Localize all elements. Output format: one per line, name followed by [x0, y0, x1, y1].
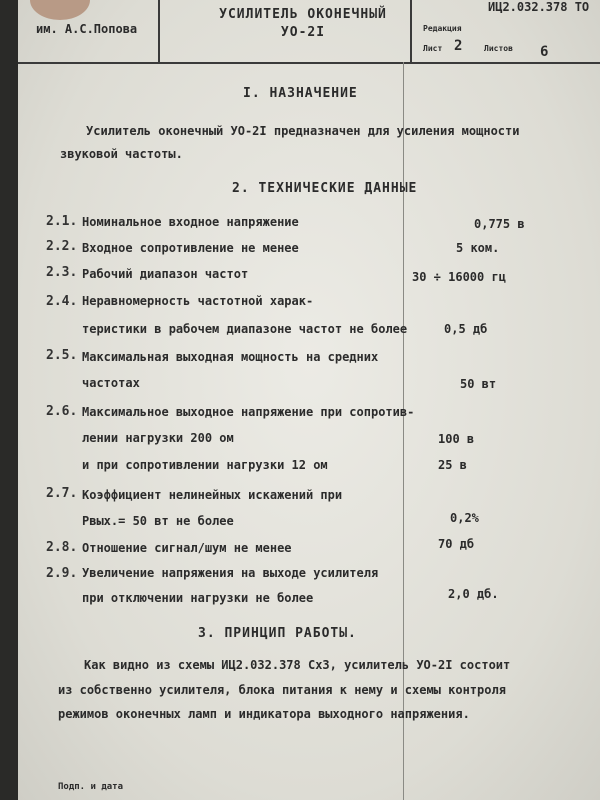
- item-text-continued: теристики в рабочем диапазоне частот не более: [82, 322, 408, 336]
- item-text-continued: Pвых.= 50 вт не более: [82, 514, 234, 528]
- item-number: 2.3.: [46, 265, 78, 280]
- item-text: Максимальная выходная мощность на средних: [82, 350, 379, 364]
- document-title: [188, 6, 418, 42]
- section-1-heading: I. НАЗНАЧЕНИЕ: [243, 86, 358, 101]
- item-text: Коэффициент нелинейных искажений при: [82, 488, 343, 502]
- section-3-line-3: режимов оконечных ламп и индикатора выходного напряжения.: [58, 707, 470, 721]
- item-text: Номинальное входное напряжение: [82, 215, 299, 229]
- sheet-value: 2: [454, 38, 463, 54]
- item-value: 70 дб: [438, 537, 475, 551]
- item-value: 25 в: [438, 458, 467, 472]
- item-text: Увеличение напряжения на выходе усилителя: [82, 566, 379, 580]
- footer-signature-field: Подп. и дата: [58, 782, 124, 792]
- item-value: 30 ÷ 16000 гц: [412, 270, 506, 284]
- title-line-1: УСИЛИТЕЛЬ ОКОНЕЧНЫЙ: [219, 7, 387, 22]
- document-sheet: [18, 0, 600, 800]
- item-text-continued: частотах: [82, 376, 140, 390]
- revision-label: Редакция: [423, 24, 462, 33]
- item-value: 100 в: [438, 432, 475, 446]
- item-value: 50 вт: [460, 377, 497, 391]
- item-value: 5 ком.: [456, 241, 500, 255]
- section-3-line-1: Как видно из схемы ИЦ2.032.378 Сх3, усилитель УО-2I состоит: [84, 658, 511, 672]
- item-text: Неравномерность частотной харак-: [82, 294, 314, 308]
- section-3-heading: 3. ПРИНЦИП РАБОТЫ.: [198, 626, 357, 641]
- item-text: Максимальное выходное напряжение при сопротив-: [82, 405, 415, 419]
- item-text: Входное сопротивление не менее: [82, 241, 299, 255]
- sheets-value: 6: [540, 44, 549, 60]
- item-text-continued: при отключении нагрузки не более: [82, 591, 314, 605]
- item-text-continued: лении нагрузки 200 ом: [82, 431, 234, 445]
- document-code: ИЦ2.032.378 ТО: [488, 0, 590, 14]
- item-number: 2.8.: [46, 540, 78, 555]
- item-value: 0,2%: [450, 511, 479, 525]
- item-value: 2,0 дб.: [448, 587, 499, 601]
- header-divider: [158, 0, 160, 62]
- item-number: 2.9.: [46, 566, 78, 581]
- section-2-heading: 2. ТЕХНИЧЕСКИЕ ДАННЫЕ: [232, 181, 418, 196]
- section-1-line-2: звуковой частоты.: [60, 147, 183, 161]
- item-number: 2.7.: [46, 486, 78, 501]
- item-number: 2.4.: [46, 294, 78, 309]
- item-number: 2.2.: [46, 239, 78, 254]
- item-number: 2.1.: [46, 214, 78, 229]
- item-value: 0,775 в: [474, 217, 525, 231]
- item-text: Отношение сигнал/шум не менее: [82, 541, 292, 555]
- item-number: 2.6.: [46, 404, 78, 419]
- author-label: им. А.С.Попова: [36, 22, 138, 36]
- item-text-continued: и при сопротивлении нагрузки 12 ом: [82, 458, 328, 472]
- section-3-line-2: из собственно усилителя, блока питания к нему и схемы контроля: [58, 683, 506, 697]
- item-number: 2.5.: [46, 348, 78, 363]
- item-text: Рабочий диапазон частот: [82, 267, 249, 281]
- item-value: 0,5 дб: [444, 322, 488, 336]
- sheets-label: Листов: [484, 44, 513, 53]
- title-line-2: УО-2I: [280, 25, 326, 40]
- sheet-label: Лист: [423, 44, 443, 53]
- section-1-line-1: Усилитель оконечный УО-2I предназначен для усиления мощности: [86, 124, 520, 138]
